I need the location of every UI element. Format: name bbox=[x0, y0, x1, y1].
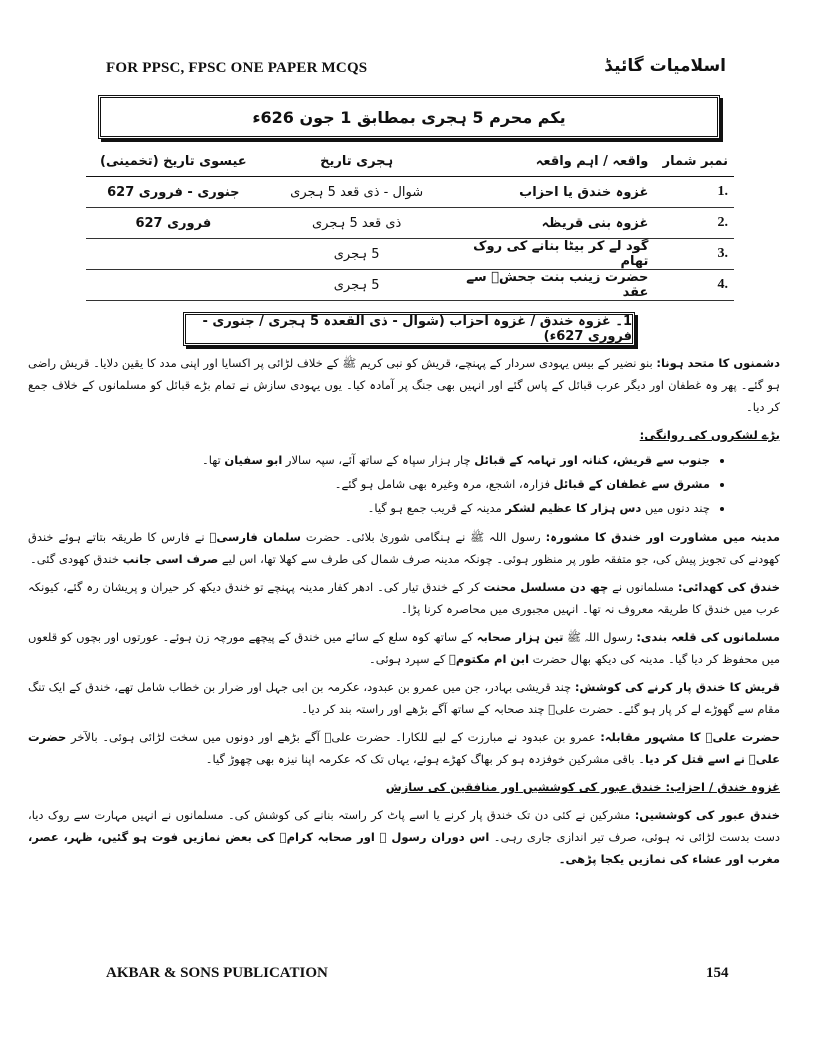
row-event: گود لے کر بیٹا بنانے کی روک تھام bbox=[453, 239, 655, 270]
para-text: مشرکین نے کئی دن تک خندق پار کرنے یا اسے پاٹ کر راستہ بنانے کی کوشش کی۔ مسلمانوں نے انہیں مہارت سے روک دیا، دست بدست لڑائی نہ ہوئی، صرف تیر اندازی جاری رہی۔ bbox=[28, 808, 780, 844]
para-strong: تین ہزار صحابہ bbox=[476, 630, 564, 644]
para-heading: مدینہ میں مشاورت اور خندق کا مشورہ: bbox=[545, 530, 780, 544]
list-item bbox=[28, 472, 710, 496]
table-header-row bbox=[86, 146, 734, 177]
table-row bbox=[86, 177, 734, 208]
para-text: نے فارس کا طریقہ بتاتے ہوئے خندق کھودنے کی تجویز پیش کی، جو متفقہ طور پر منظور ہوئی۔ چونکہ مدینہ صرف شمال کی طرف سے کھلا تھا، اس لیے bbox=[28, 530, 780, 566]
footer-publisher: AKBAR & SONS PUBLICATION bbox=[106, 965, 328, 981]
para-text: کر کے خندق تیار کی۔ ادھر کفار مدینہ پہنچے تو خندق دیکھ کر حیران و پریشان رہ گئے، کیونکہ عرب میں خندق کا طریقہ معروف نہ تھا۔ انہیں مجبوری میں محاصرہ کرنا پڑا۔ bbox=[28, 580, 780, 616]
para-heading: خندق کی کھدائی: bbox=[677, 580, 780, 594]
row-num: .3 bbox=[654, 239, 734, 270]
list-item-tail: مدینہ کے قریب جمع ہو گیا۔ bbox=[367, 501, 506, 515]
para-strong: سلمان فارسیؓ bbox=[209, 530, 301, 544]
title-text: یکم محرم 5 ہجری بمطابق 1 جون 626ء bbox=[252, 107, 566, 127]
page-number: 154 bbox=[706, 965, 729, 981]
para-text: رسول اللہ ﷺ نے ہنگامی شوریٰ بلائی۔ حضرت bbox=[300, 530, 546, 544]
para-text: بنو نضیر کے بیس یہودی سردار کے پہنچے، قریش کو نبی کریم ﷺ کے خلاف لڑائی پر اکسایا اور اپنی مدد کا یقین دلایا۔ قریش راضی ہو گئے۔ پھر وہ غطفان اور دیگر عرب قبائل کے پاس گئے اور انہیں بھی جنگ پر آمادہ کیا۔ یوں یہودی سازش نے تمام بڑے قبائل کو مسلمانوں کے خلاف جمع کر دیا۔ bbox=[28, 356, 780, 414]
paragraph-digging bbox=[28, 576, 780, 620]
row-greg bbox=[86, 239, 261, 270]
list-item-head: جنوب سے قریش، کنانہ اور تہامہ کے قبائل bbox=[474, 453, 710, 467]
para-text: چند قریشی بہادر، جن میں عمرو بن عبدود، عکرمہ بن ابی جہل اور ضرار بن خطاب شامل تھے، خندق کے ایک تنگ مقام سے گھوڑے لے کر پار ہو گئے۔ حضرت علیؓ چند صحابہ کے ساتھ آگے بڑھے اور راستہ بند کر دیا۔ bbox=[28, 680, 780, 716]
para-text: خندق کھودی گئی۔ bbox=[29, 552, 123, 566]
list-item-head: مشرق سے غطفان کے قبائل bbox=[553, 477, 710, 491]
paragraph-armies-heading bbox=[28, 424, 780, 446]
row-num: .1 bbox=[654, 177, 734, 208]
para-text: کے سپرد ہوئی۔ bbox=[369, 652, 449, 666]
list-item-text: چار ہزار سپاہ کے ساتھ آئے، سپہ سالار bbox=[282, 453, 475, 467]
table-row bbox=[86, 239, 734, 270]
header-num: نمبر شمار bbox=[654, 146, 734, 177]
paragraph-fortification bbox=[28, 626, 780, 670]
row-greg bbox=[86, 270, 261, 301]
armies-list bbox=[28, 448, 780, 520]
row-num: .2 bbox=[654, 208, 734, 239]
row-event: غزوہ بنی قریظہ bbox=[453, 208, 655, 239]
body-text bbox=[28, 352, 780, 876]
para-text: رسول اللہ ﷺ bbox=[563, 630, 637, 644]
para-heading: حضرت علیؓ کا مشہور مقابلہ: bbox=[600, 730, 780, 744]
para-heading: مسلمانوں کی قلعہ بندی: bbox=[636, 630, 780, 644]
row-event: حضرت زینب بنت جحشؓ سے عقد bbox=[453, 270, 655, 301]
row-greg: جنوری - فروری 627 bbox=[86, 177, 261, 208]
title-box bbox=[98, 95, 720, 139]
paragraph-consultation bbox=[28, 526, 780, 570]
list-item-tail: تھا۔ bbox=[201, 453, 225, 467]
para-heading: بڑے لشکروں کی روانگی: bbox=[639, 428, 780, 442]
row-hijri: 5 ہجری bbox=[261, 239, 453, 270]
para-text: مسلمانوں نے bbox=[608, 580, 678, 594]
paragraph-subheading bbox=[28, 776, 780, 798]
para-strong: اس دوران رسول ﷺ اور صحابہ کرامؓ کی بعض نمازیں فوت ہو گئیں، ظہر، عصر، مغرب اور عشاء کی نمازیں یکجا پڑھی۔ bbox=[28, 830, 780, 866]
header-event: واقعہ / اہم واقعہ bbox=[453, 146, 655, 177]
paragraph-crossing-efforts bbox=[28, 804, 780, 870]
list-item-text: فزارہ، اشجع، مرہ وغیرہ بھی شامل ہو گئے۔ bbox=[334, 477, 554, 491]
paragraph-enemies-unite bbox=[28, 352, 780, 418]
row-hijri: ذی قعد 5 ہجری bbox=[261, 208, 453, 239]
paragraph-crossing-attempt bbox=[28, 676, 780, 720]
header-left: FOR PPSC, FPSC ONE PAPER MCQS bbox=[106, 60, 368, 76]
row-greg: فروری 627 bbox=[86, 208, 261, 239]
para-strong: ابن ام مکتومؓ bbox=[449, 652, 530, 666]
list-item-strong: دس ہزار کا عظیم لشکر bbox=[505, 501, 642, 515]
para-text: عمرو بن عبدود نے مبارزت کے لیے للکارا۔ حضرت علیؓ آگے بڑھے اور دونوں میں سخت لڑائی ہوئی۔ بالآخر bbox=[66, 730, 601, 744]
table-row bbox=[86, 270, 734, 301]
section-box bbox=[183, 312, 635, 346]
list-item bbox=[28, 496, 710, 520]
row-hijri: 5 ہجری bbox=[261, 270, 453, 301]
para-strong: صرف اسی جانب bbox=[122, 552, 219, 566]
header-greg: عیسوی تاریخ (تخمینی) bbox=[86, 146, 261, 177]
list-item bbox=[28, 448, 710, 472]
para-heading: قریش کا خندق پار کرنے کی کوشش: bbox=[574, 680, 781, 694]
list-item-text: چند دنوں میں bbox=[641, 501, 710, 515]
header-hijri: ہجری تاریخ bbox=[261, 146, 453, 177]
para-heading: خندق عبور کی کوششیں: bbox=[634, 808, 781, 822]
paragraph-ali-duel bbox=[28, 726, 780, 770]
sub-heading: غزوہ خندق / احزاب: خندق عبور کی کوششیں اور منافقین کی سازش bbox=[385, 780, 780, 794]
row-num: .4 bbox=[654, 270, 734, 301]
list-item-strong: ابو سفیان bbox=[224, 453, 283, 467]
section-title: 1۔ غزوہ خندق / غزوہ احزاب (شوال - ذی القعدہ 5 ہجری / جنوری - فروری 627ء) bbox=[202, 314, 632, 344]
table-row bbox=[86, 208, 734, 239]
para-text: ۔ باقی مشرکین خوفزدہ ہو کر بھاگ کھڑے ہوئے، یہاں تک کہ عکرمہ اپنا نیزہ بھی چھوڑ گیا۔ bbox=[205, 752, 645, 766]
events-table bbox=[86, 146, 734, 301]
para-strong: چھ دن مسلسل محنت bbox=[483, 580, 609, 594]
para-strong: حضرت علیؓ نے اسے قتل کر دیا bbox=[28, 730, 780, 766]
para-text: کے ساتھ کوہ سلع کے سائے میں خندق کے پیچھے مورچہ زن ہوئے۔ عورتوں اور بچوں کو قلعوں میں محفوظ کر دیا گیا۔ مدینہ کی دیکھ بھال حضرت bbox=[28, 630, 780, 666]
para-heading: دشمنوں کا متحد ہونا: bbox=[656, 356, 780, 370]
header-right: اسلامیات گائیڈ bbox=[604, 56, 726, 76]
row-hijri: شوال - ذی قعد 5 ہجری bbox=[261, 177, 453, 208]
row-event: غزوہ خندق یا احزاب bbox=[453, 177, 655, 208]
